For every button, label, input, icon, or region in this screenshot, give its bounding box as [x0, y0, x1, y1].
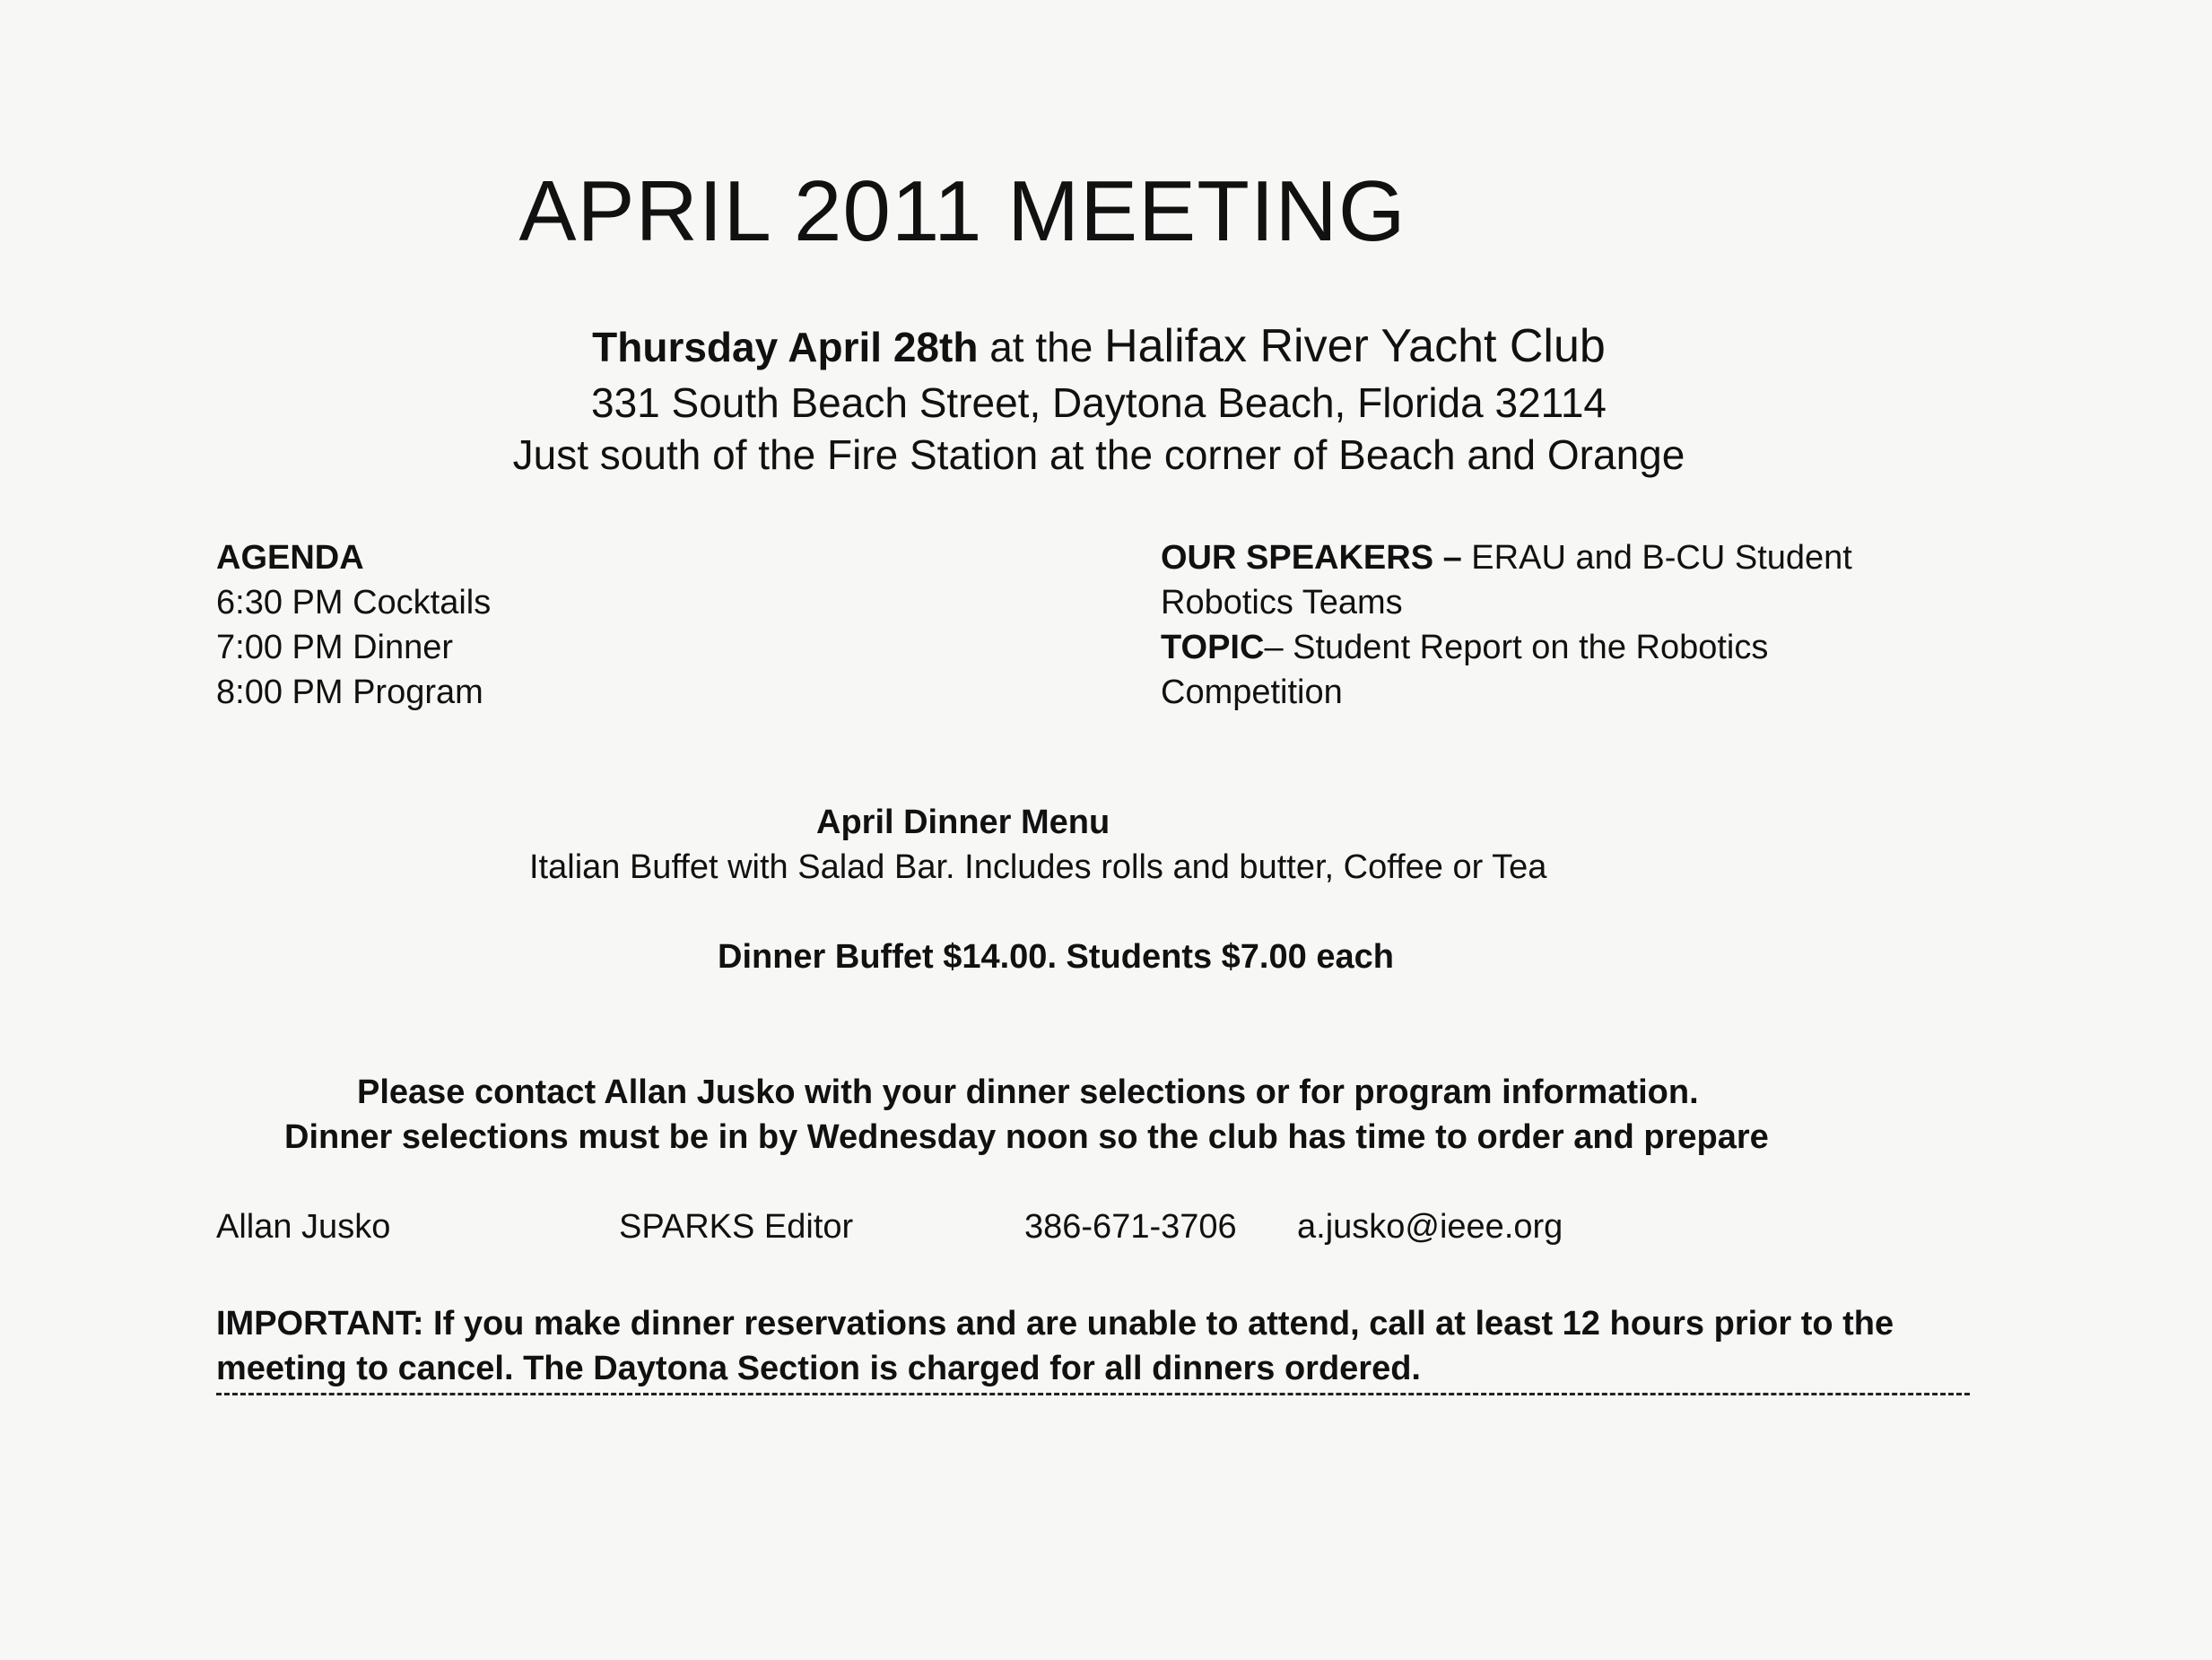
meeting-directions [0, 431, 2212, 478]
agenda-section [216, 535, 491, 715]
contact-name: Allan Jusko [216, 1208, 391, 1246]
agenda-item: 8:00 PM Program [216, 674, 483, 711]
meeting-address-text: 331 South Beach Street, Daytona Beach, Florida 32114 [590, 379, 1607, 426]
meeting-date-line [0, 320, 2212, 372]
contact-role: SPARKS Editor [619, 1208, 854, 1246]
meeting-directions-text: Just south of the Fire Station at the corner of Beach and Orange [512, 431, 1685, 478]
menu-description: Italian Buffet with Salad Bar. Includes rolls and butter, Coffee or Tea [529, 848, 1547, 886]
topic-heading: TOPIC [1161, 629, 1265, 666]
contact-email: a.jusko@ieee.org [1297, 1208, 1563, 1246]
contact-deadline: Dinner selections must be in by Wednesday noon so the club has time to order and prepare [284, 1118, 1769, 1156]
speakers-text: ERAU and B-CU Student Robotics Teams [1161, 539, 1852, 621]
meeting-venue: Halifax River Yacht Club [1104, 320, 1606, 372]
contact-phone: 386-671-3706 [1024, 1208, 1237, 1246]
page-title [0, 163, 2212, 259]
topic-text: – Student Report on the Robotics Competition [1161, 629, 1769, 711]
page-title-text: APRIL 2011 MEETING [518, 163, 1406, 259]
contact-instructions: Please contact Allan Jusko with your dinner selections or for program information. [357, 1073, 1699, 1111]
important-notice: IMPORTANT: If you make dinner reservations and are unable to attend, call at least 12 hours prior to the meeting to cancel. The Daytona Section is charged for all dinners ordered. [216, 1305, 1894, 1387]
at-the-text: at the [978, 324, 1105, 370]
speakers-section [1161, 535, 1950, 715]
meeting-date: Thursday April 28th [592, 324, 979, 370]
agenda-heading: AGENDA [216, 539, 364, 577]
meeting-date-venue [592, 320, 1606, 372]
menu-price: Dinner Buffet $14.00. Students $7.00 each [718, 938, 1394, 976]
speakers-paragraph [1161, 535, 1950, 625]
topic-paragraph [1161, 625, 1950, 715]
dashed-divider [216, 1393, 1970, 1395]
agenda-item: 7:00 PM Dinner [216, 629, 454, 666]
meeting-address [0, 379, 2212, 426]
agenda-item: 6:30 PM Cocktails [216, 584, 492, 621]
menu-title: April Dinner Menu [816, 804, 1110, 841]
speakers-heading: OUR SPEAKERS – [1161, 539, 1462, 577]
